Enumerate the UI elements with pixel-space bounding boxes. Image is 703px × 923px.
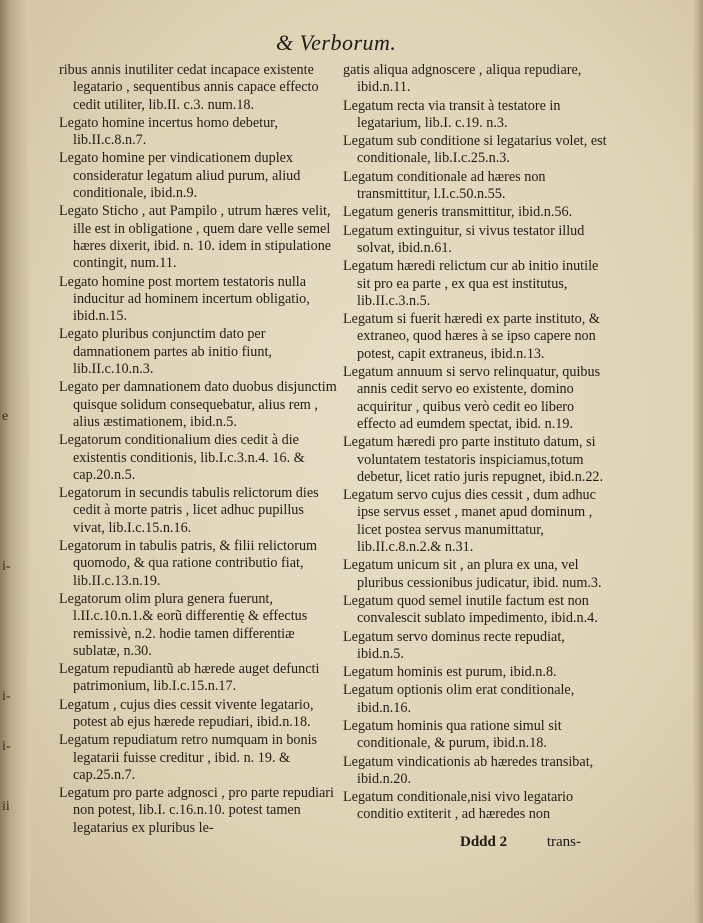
index-entry: Legatum quod semel inutile factum est non convalescit sublato impedimento, ibid.n.4.	[343, 592, 598, 627]
index-entry: Legatum unicum sit , an plura ex una, vel pluribus cessionibus judicatur, ibid. num.3.	[343, 557, 602, 591]
spine-mark: i-	[2, 739, 11, 754]
page-footer	[460, 834, 610, 851]
index-entry: Legato pluribus conjunctim dato per damnationem partes ab initio fiunt, lib.II.c.10.n.3.	[59, 326, 272, 378]
index-entry: Legatum conditionale ad hæres non transmittitur, l.I.c.50.n.55.	[343, 168, 546, 203]
right-column	[343, 62, 615, 825]
index-entry: Legatum vindicationis ab hæredes transibat, ibid.n.20.	[343, 753, 594, 787]
spine-mark: i-	[2, 689, 11, 704]
spine-mark: ii	[2, 799, 10, 814]
index-entry: Legatorum olim plura genera fuerunt, l.II.c.10.n.1.& eorũ differentię & effectus remissivè, n.2. hodie tamen differentiæ sublatæ, n.30.	[59, 590, 308, 659]
index-entry: Legatum recta via transit à testatore in legatarium, lib.I. c.19. n.3.	[343, 97, 561, 131]
index-entry: Legatum , cujus dies cessit vivente legatario, potest ab ejus hærede repudiari, ibid.n.18.	[59, 696, 314, 730]
index-entry: Legatum servo dominus recte repudiat, ibid.n.5.	[343, 628, 565, 662]
index-entry: Legatum servo cujus dies cessit , dum adhuc ipse servus esset , manet apud dominum , licet postea servus manumittatur, lib.II.c.8.n.2.& n.31.	[343, 487, 596, 556]
index-entry: Legatum repudiatum retro numquam in bonis legatarii fuisse creditur , ibid. n. 19. & cap.25.n.7.	[59, 732, 318, 783]
index-entry: ribus annis inutiliter cedat incapace existente legatario , sequentibus annis capace effecto cedit utiliter, lib.II. c.3. num.18.	[59, 62, 319, 113]
index-entry: Legatum extinguitur, si vivus testator illud solvat, ibid.n.61.	[343, 222, 585, 256]
index-entry: Legato homine per vindicationem duplex consideratur legatum aliud purum, aliud conditionale, ibid.n.9.	[59, 150, 301, 202]
index-entry: Legatum hæredi pro parte instituto datum, si voluntatem testatoris inspiciamus,totum debetur, licet ratio juris repugnet, ibid.n.22.	[343, 434, 604, 485]
index-entry: Legatum repudiantũ ab hærede auget defuncti patrimonium, lib.I.c.15.n.17.	[59, 661, 320, 695]
index-entry: Legatum conditionale,nisi vivo legatario conditio extiterit , ad hæredes non	[343, 789, 574, 823]
index-entry: Legatum si fuerit hæredi ex parte instituto, & extraneo, quod hæres à se ipso capere non potest, capit extraneus, ibid.n.13.	[343, 311, 600, 362]
catchword: trans-	[546, 834, 582, 850]
index-entry: Legatum hominis est purum, ibid.n.8.	[343, 664, 557, 681]
index-entry: Legatorum in tabulis patris, & filii relictorum quomodo, & qua ratione contributio fiat, lib.II.c.13.n.19.	[59, 538, 318, 589]
index-entry: Legatum generis transmittitur, ibid.n.56.	[343, 204, 573, 221]
left-column	[59, 62, 337, 838]
index-entry: Legatum hominis qua ratione simul sit conditionale, & purum, ibid.n.18.	[343, 717, 562, 752]
index-entry: Legato per damnationem dato duobus disjunctim quisque solidum consequebatur, alius rem , alius æstimationem, ibid.n.5.	[59, 379, 337, 430]
index-entry: Legatorum conditionalium dies cedit à die existentis conditionis, lib.I.c.3.n.4. 16. & cap.20.n.5.	[59, 432, 305, 483]
page-edge	[693, 0, 703, 923]
index-entry: Legatum hæredi relictum cur ab initio inutile sit pro ea parte , ex qua est institutus, lib.II.c.3.n.5.	[343, 258, 599, 309]
index-entry: Legato Sticho , aut Pampilo , utrum hæres velit, ille est in obligatione , quem dare velle semel hæres dixerit, ibid. n. 10. idem in stipulatione contingit, num.11.	[59, 203, 332, 272]
index-entry: Legatorum in secundis tabulis relictorum dies cedit à morte patris , licet adhuc pupillus vivat, lib.I.c.15.n.16.	[59, 485, 319, 536]
index-entry: Legato homine post mortem testatoris nulla inducitur ad hominem incertum obligatio, ibid.n.15.	[59, 273, 310, 325]
index-entry: gatis aliqua adgnoscere , aliqua repudiare, ibid.n.11.	[343, 62, 582, 96]
spine-mark: e	[2, 409, 9, 424]
spine-mark: i-	[2, 559, 11, 574]
index-entry: Legatum optionis olim erat conditionale, ibid.n.16.	[343, 682, 575, 716]
signature-mark: Dddd 2	[460, 834, 508, 850]
page-header: & Verborum.	[276, 30, 397, 55]
index-entry: Legato homine incertus homo debetur, lib.II.c.8.n.7.	[59, 114, 278, 149]
index-entry: Legatum sub conditione si legatarius volet, est conditionale, lib.I.c.25.n.3.	[343, 133, 607, 167]
book-spine	[0, 0, 30, 923]
index-entry: Legatum annuum si servo relinquatur, quibus annis cedit servo eo existente, domino acquiritur , quibus verò cedit eo libero effecto ad eumdem spectat, ibid. n.19.	[343, 364, 601, 432]
index-entry: Legatum pro parte adgnosci , pro parte repudiari non potest, lib.I. c.16.n.10. potest tamen legatarius ex pluribus le-	[59, 785, 334, 836]
